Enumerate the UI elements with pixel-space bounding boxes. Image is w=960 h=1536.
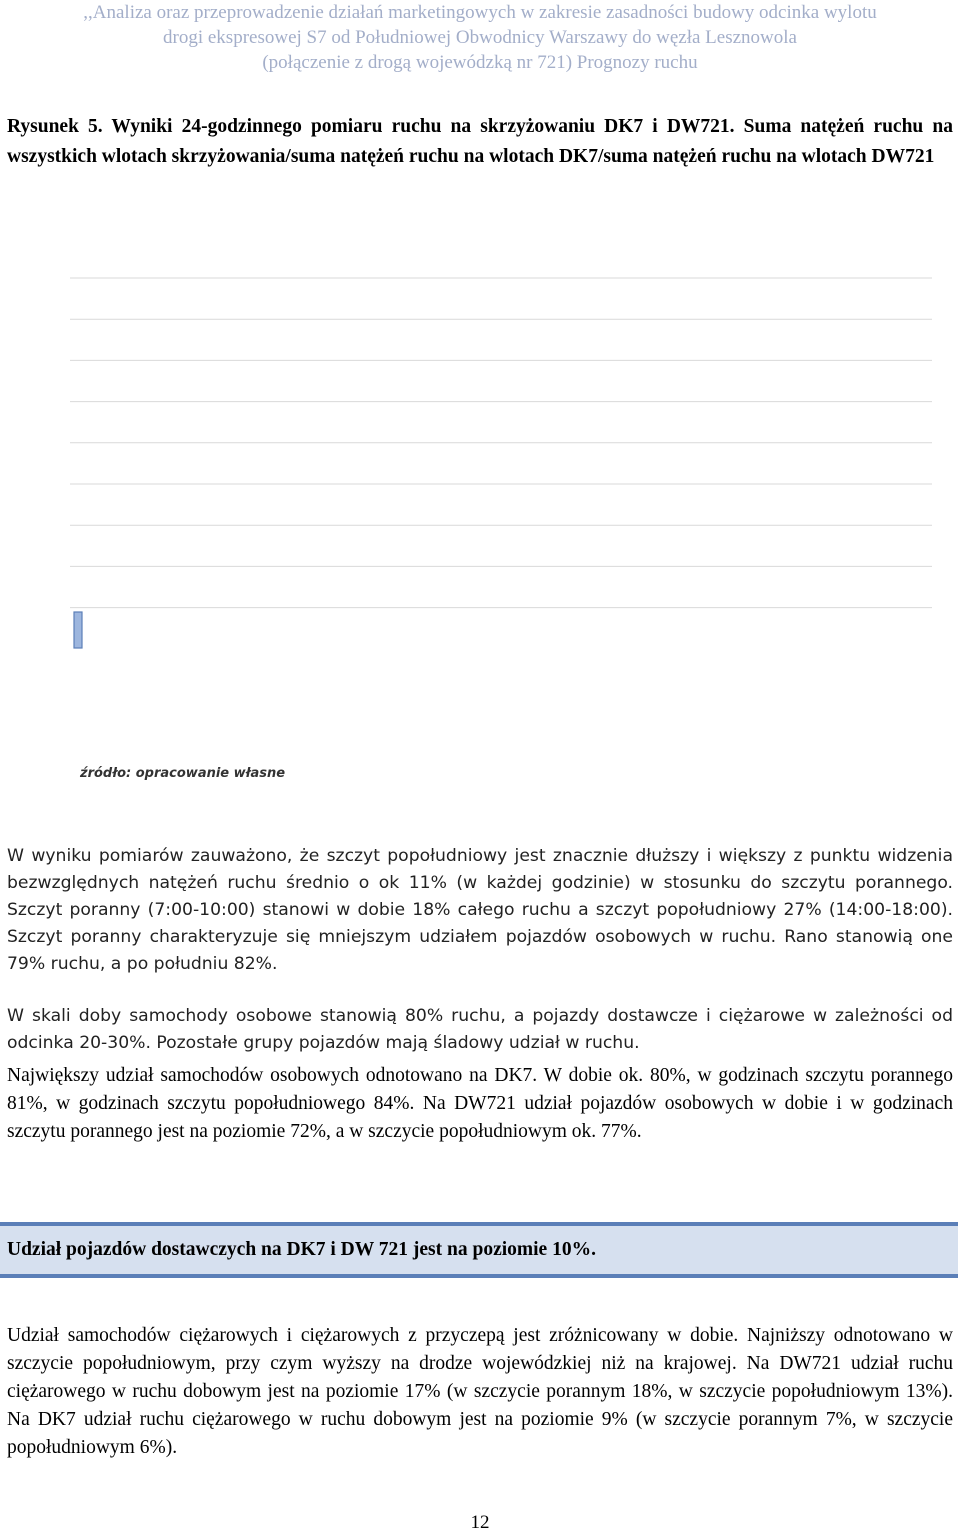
traffic-chart [0, 250, 960, 670]
paragraph-2: W skali doby samochody osobowe stanowią 80% ruchu, a pojazdy dostawcze i ciężarowe w zależności od odcinka 20-30%. Pozostałe grupy pojazdów mają śladowy udział w ruchu. [7, 1006, 953, 1053]
header-line-3: (połączenie z drogą wojewódzką nr 721) Prognozy ruchu [262, 52, 698, 73]
header-line-2: drogi ekspresowej S7 od Południowej Obwodnicy Warszawy do węzła Lesznowola [163, 27, 797, 48]
highlight-box [0, 1222, 958, 1278]
figure-source: źródło: opracowanie własne [80, 766, 286, 781]
paragraph-1: W wyniku pomiarów zauważono, że szczyt popołudniowy jest znacznie dłuższy i większy z punktu widzenia bezwzględnych natężeń ruchu średnio o ok 11% (w każdej godzinie) w stosunku do szczytu porannego. Szczyt poranny (7:00-10:00) stanowi w dobie 18% całego ruchu a szczyt popołudniowy 27% (14:00-18:00). Szczyt poranny charakteryzuje się mniejszym udziałem pojazdów osobowych w ruchu. Rano stanowią one 79% ruchu, a po południu 82%. [7, 846, 953, 974]
paragraph-3: Największy udział samochodów osobowych odnotowano na DK7. W dobie ok. 80%, w godzinach szczytu porannego 81%, w godzinach szczytu popołudniowego 84%. Na DW721 udział pojazdów osobowych w dobie i w godzinach szczytu porannego jest na poziomie 72%, a w szczycie popołudniowym ok. 77%. [7, 1065, 953, 1142]
header-line-1: ,,Analiza oraz przeprowadzenie działań marketingowych w zakresie zasadności budowy odcinka wylotu [83, 2, 877, 23]
highlight-text: Udział pojazdów dostawczych na DK7 i DW 721 jest na poziomie 10%. [7, 1239, 596, 1260]
chart-bar [74, 612, 82, 648]
document-header [0, 0, 960, 75]
figure-caption: Rysunek 5. Wyniki 24-godzinnego pomiaru ruchu na skrzyżowaniu DK7 i DW721. Suma natężeń ruchu na wszystkich wlotach skrzyżowania/suma natężeń ruchu na wlotach DK7/suma natężeń ruchu na wlotach DW721 [7, 116, 953, 167]
paragraph-4: Udział samochodów ciężarowych i ciężarowych z przyczepą jest zróżnicowany w dobie. Najniższy odnotowano w szczycie popołudniowym, przy czym wyższy na drodze wojewódzkiej niż na krajowej. Na DW721 udział ruchu ciężarowego w ruchu dobowym jest na poziomie 17% (w szczycie porannym 18%, w szczycie popołudniowym 13%). Na DK7 udział ruchu ciężarowego w ruchu dobowym jest na poziomie 9% (w szczycie porannym 7%, w szczycie popołudniowym 6%). [7, 1325, 953, 1458]
page-number: 12 [470, 1512, 490, 1533]
